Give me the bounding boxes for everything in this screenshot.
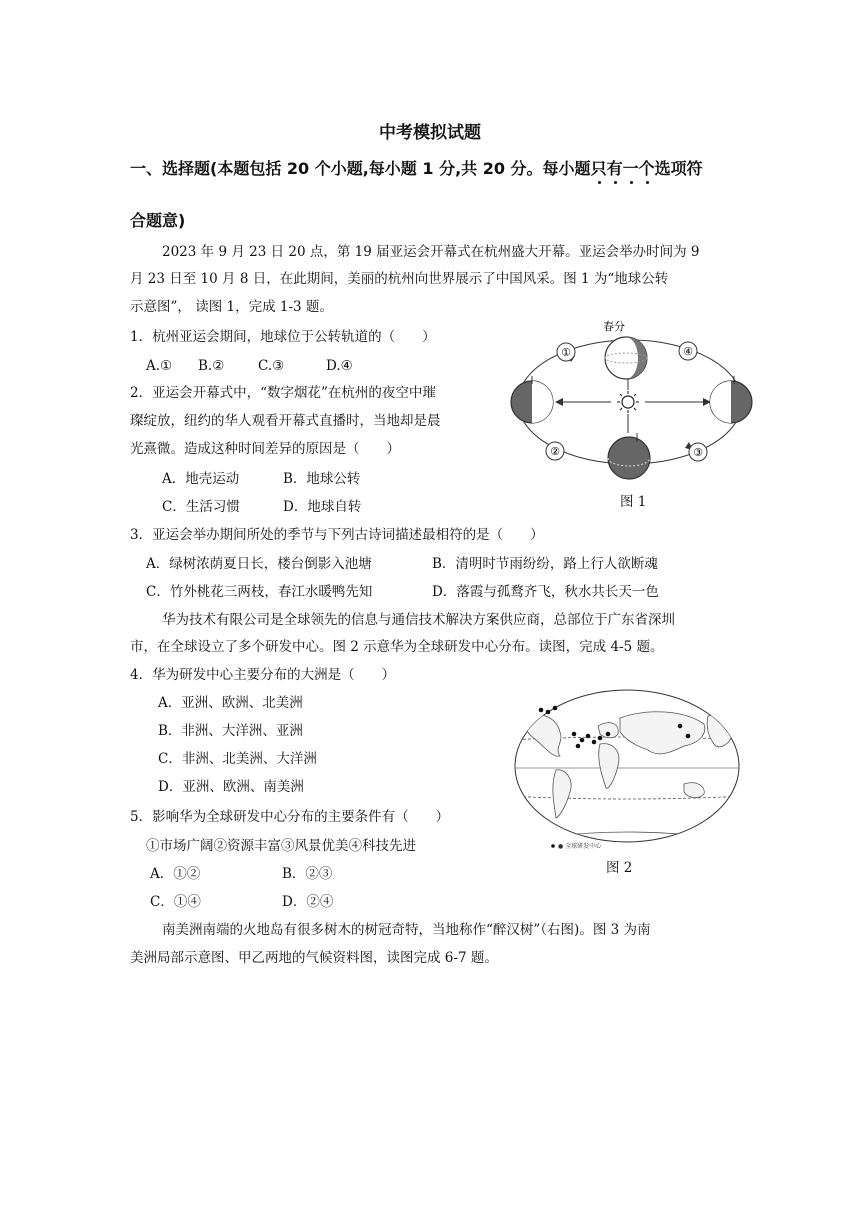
- orbit-marker-1: [557, 343, 575, 361]
- question-3-option-d[interactable]: D．落霞与孤鹜齐飞，秋水共长天一色: [432, 584, 659, 600]
- intro1-line: 月 23 日至 10 月 8 日，在此期间，美丽的杭州向世界展示了中国风采。图 1 为“地球公转: [130, 271, 669, 287]
- question-4-option-d[interactable]: D．亚洲、欧洲、南美洲: [158, 779, 304, 795]
- question-2-option-a[interactable]: A．地壳运动: [162, 471, 240, 487]
- question-2-option-b[interactable]: B．地球公转: [283, 471, 361, 487]
- svg-text:①: ①: [561, 346, 571, 359]
- map-legend: ● 全球研发中心: [558, 843, 602, 850]
- intro3-line: 美洲局部示意图、甲乙两地的气候资料图，读图完成 6-7 题。: [130, 950, 498, 966]
- figure-2-caption: 图 2: [606, 860, 633, 876]
- question-5-stem: 5．影响华为全球研发中心分布的主要条件有（ ）: [130, 809, 450, 825]
- intro2-line: 市，在全球设立了多个研发中心。图 2 示意华为全球研发中心分布。读图，完成 4-5 题。: [130, 639, 664, 655]
- question-5-conditions: ①市场广阔②资源丰富③风景优美④科技先进: [146, 838, 416, 854]
- section-heading-main: 一、选择题(本题包括 20 个小题,每小题 1 分,共 20 分。每小题: [130, 159, 591, 178]
- question-2-stem: 2．亚运会开幕式中，“数字烟花”在杭州的夜空中璀: [130, 385, 436, 401]
- question-4-option-c[interactable]: C．非洲、北美洲、大洋洲: [158, 751, 317, 767]
- question-1-option-a[interactable]: A.①: [146, 358, 173, 374]
- earth-left-icon: [511, 376, 553, 423]
- question-1-option-b[interactable]: B.②: [198, 358, 225, 374]
- question-5-option-a[interactable]: A．①②: [150, 866, 201, 882]
- figure-1-caption: 图 1: [620, 494, 647, 510]
- question-3-option-c[interactable]: C．竹外桃花三两枝，春江水暖鸭先知: [146, 584, 373, 600]
- question-4-option-b[interactable]: B．非洲、大洋洲、亚洲: [158, 723, 303, 739]
- earth-right-icon: [710, 376, 752, 423]
- svg-text:③: ③: [693, 446, 703, 459]
- question-3-stem: 3．亚运会举办期间所处的季节与下列古诗词描述最相符的是（ ）: [130, 527, 544, 543]
- earth-orbit-diagram: [505, 318, 760, 490]
- question-1-option-d[interactable]: D.④: [326, 358, 353, 374]
- intro2-line: 华为技术有限公司是全球领先的信息与通信技术解决方案供应商，总部位于广东省深圳: [162, 612, 675, 628]
- question-5-option-b[interactable]: B．②③: [282, 866, 333, 882]
- earth-bottom-icon: [608, 433, 650, 479]
- question-1-stem: 1．杭州亚运会期间，地球位于公转轨道的（ ）: [130, 329, 436, 345]
- question-3-option-b[interactable]: B．清明时节雨纷纷，路上行人欲断魂: [432, 556, 658, 572]
- section-heading: [130, 156, 703, 179]
- question-4-option-a[interactable]: A．亚洲、欧洲、北美洲: [158, 695, 303, 711]
- world-map-rd-centers: [508, 688, 746, 852]
- question-3-option-a[interactable]: A．绿树浓荫夏日长，楼台倒影入池塘: [146, 556, 372, 572]
- svg-text:④: ④: [683, 345, 693, 358]
- section-heading-emphasis: 只有一个: [590, 159, 655, 178]
- question-2-stem: 璨绽放，纽约的华人观看开幕式直播时，当地却是晨: [130, 413, 441, 429]
- earth-top-icon: [605, 337, 648, 379]
- section-heading-tail: 选项符: [654, 159, 703, 178]
- sun-icon: [617, 391, 639, 413]
- page-title: 中考模拟试题: [379, 123, 481, 143]
- orbit-marker-3: [689, 443, 707, 461]
- orbit-marker-2: [546, 442, 564, 460]
- svg-text:②: ②: [550, 445, 560, 458]
- intro1-line: 2023 年 9 月 23 日 20 点，第 19 届亚运会开幕式在杭州盛大开幕。亚运会举办时间为 9: [162, 244, 700, 260]
- question-5-option-d[interactable]: D．②④: [282, 894, 334, 910]
- intro3-line: 南美洲南端的火地岛有很多树木的树冠奇特，当地称作“醉汉树”（右图)。图 3 为南: [162, 922, 651, 938]
- orbit-marker-4: [679, 342, 697, 360]
- question-4-stem: 4．华为研发中心主要分布的大洲是（ ）: [130, 667, 396, 683]
- season-label-spring-equinox: 春分: [603, 320, 625, 333]
- question-1-option-c[interactable]: C.③: [258, 358, 285, 374]
- question-5-option-c[interactable]: C．①④: [150, 894, 201, 910]
- question-2-stem: 光熹微。造成这种时间差异的原因是（ ）: [130, 441, 400, 457]
- question-2-option-d[interactable]: D．地球自转: [283, 499, 362, 515]
- intro1-line: 示意图”， 读图 1，完成 1-3 题。: [130, 299, 333, 315]
- question-2-option-c[interactable]: C．生活习惯: [162, 499, 240, 515]
- section-heading-line2: 合题意): [130, 211, 186, 230]
